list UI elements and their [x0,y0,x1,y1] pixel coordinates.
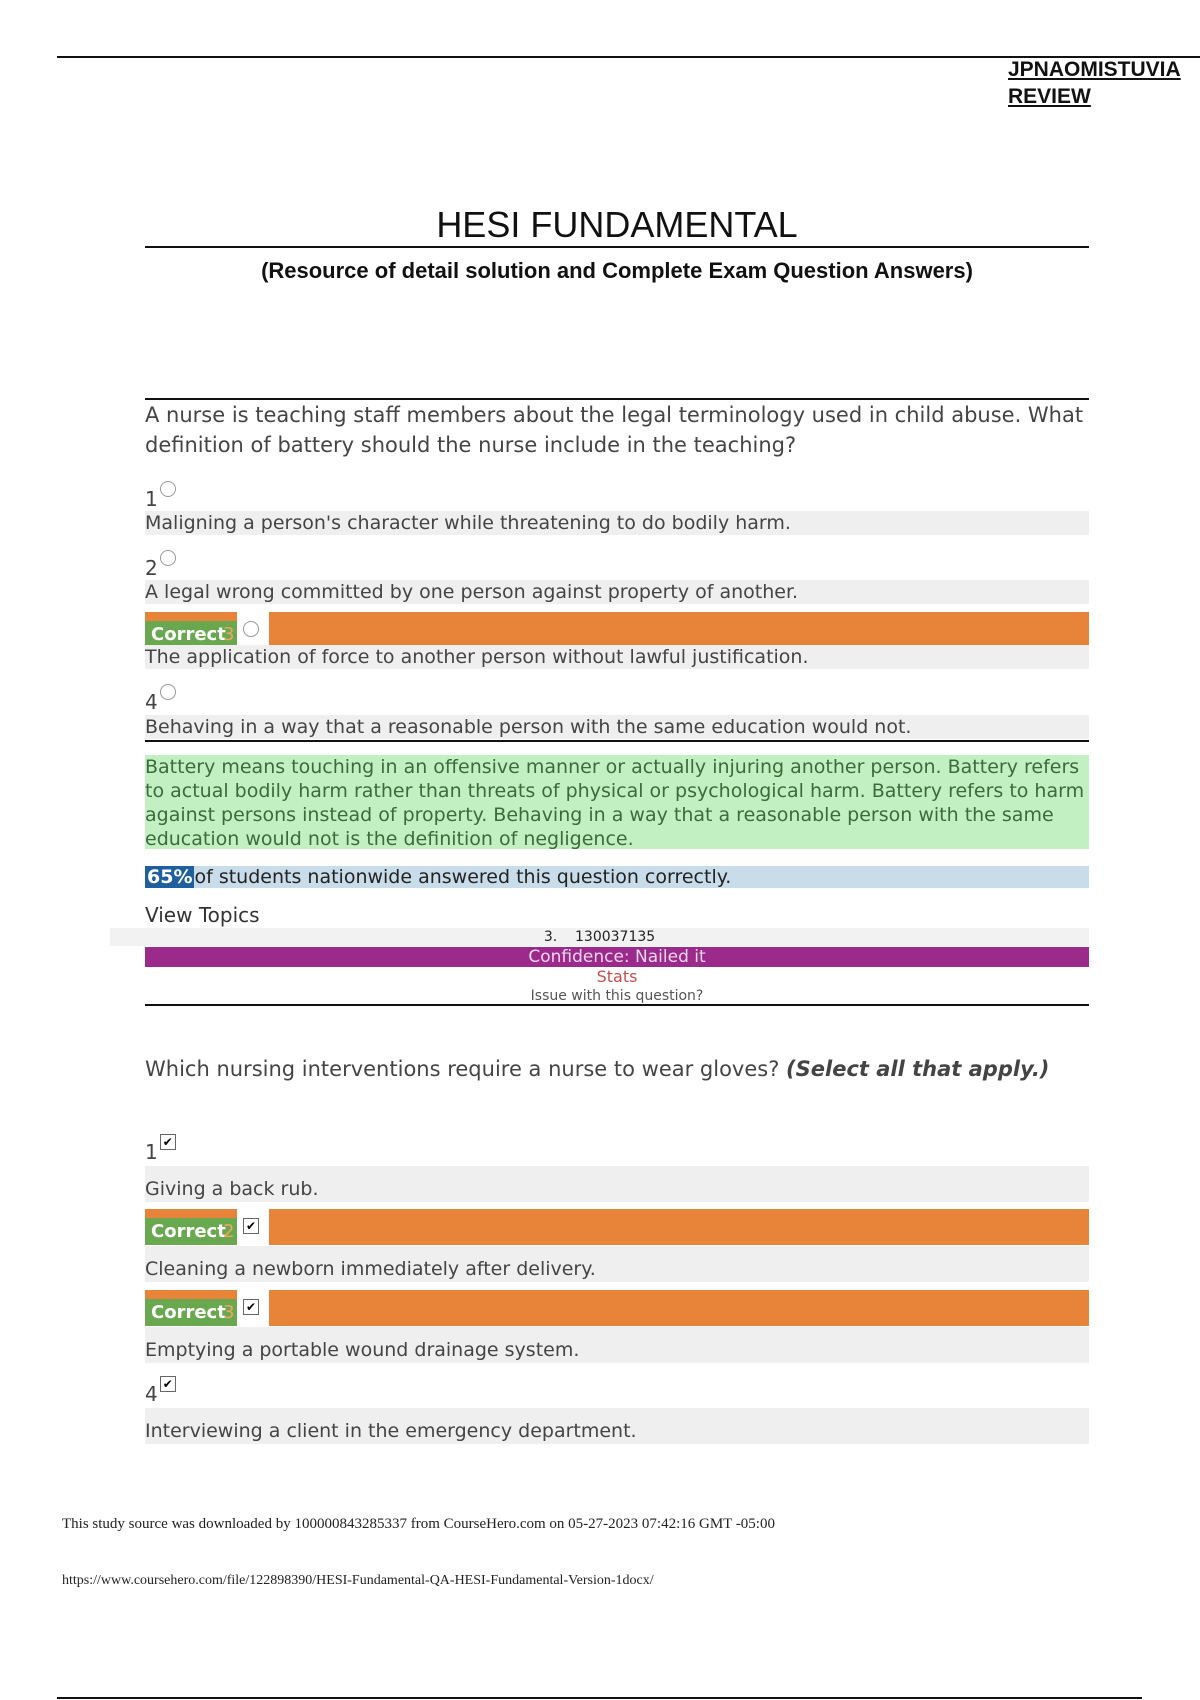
checkbox-icon[interactable]: ✔ [160,1376,176,1392]
issue-link[interactable]: Issue with this question? [530,988,704,1004]
q1-option-2[interactable]: A legal wrong committed by one person against property of another. [145,580,1089,604]
q2-option-3[interactable]: Emptying a portable wound drainage system. [145,1327,1089,1363]
q1-rationale: Battery means touching in an offensive manner or actually injuring another person. Battery refers to actual bodily harm rather than threats of physical or psychological harm. Battery refers to harm against persons instead of property. Behaving in a way that a reasonable person with the same education would not is the definition of negligence. [145,755,1089,849]
percent-correct: 65% [147,866,193,888]
q2-question-text: Which nursing interventions require a nurse to wear gloves? (Select all that apply.) [145,1057,1050,1081]
radio-icon[interactable] [160,550,176,566]
document-title: HESI FUNDAMENTAL [436,204,798,245]
q2-correct-bar-3 [145,1290,1089,1326]
q2-correct-bar-2 [145,1209,1089,1245]
q1-stats-bar [145,866,1089,888]
stats-link[interactable]: Stats [596,967,638,986]
q1-option-3[interactable]: The application of force to another person without lawful justification. [145,645,1089,669]
title-rule [145,246,1089,248]
radio-icon[interactable] [160,684,176,700]
radio-icon[interactable] [160,481,176,497]
q1-option-4-number: 4 [145,690,176,714]
checkbox-icon[interactable]: ✔ [243,1218,259,1234]
q1-bottom-rule [145,1004,1089,1006]
question-meta: 3. 130037135 [110,928,1089,946]
q1-option-3-number: 3 [223,624,235,645]
q1-option-1-number: 1 [145,487,176,511]
view-topics-link[interactable]: View Topics [145,903,260,927]
q1-question-text: A nurse is teaching staff members about the legal terminology used in child abuse. What definition of battery should the nurse include in the teaching? [145,403,1084,457]
q1-option-2-number: 2 [145,556,176,580]
correct-label: Correct [145,1218,237,1245]
q2-option-2[interactable]: Cleaning a newborn immediately after delivery. [145,1246,1089,1282]
checkbox-icon[interactable]: ✔ [160,1134,176,1150]
download-notice: This study source was downloaded by 100000843285337 from CourseHero.com on 05-27-2023 07:42:16 GMT -05:00 [62,1516,775,1532]
q1-correct-bar [145,612,1089,648]
q1-option-4[interactable]: Behaving in a way that a reasonable person with the same education would not. [145,715,1089,739]
checkbox-icon[interactable]: ✔ [243,1299,259,1315]
q2-option-4-number: 4 ✔ [145,1382,176,1406]
q1-options-rule [145,740,1089,742]
correct-label: Correct [145,621,237,648]
q2-option-1-number: 1 ✔ [145,1140,176,1164]
q2-option-3-number: 3 [223,1302,235,1323]
q2-option-4[interactable]: Interviewing a client in the emergency department. [145,1408,1089,1444]
confidence-bar: Confidence: Nailed it [145,947,1089,967]
stats-text: of students nationwide answered this question correctly. [194,866,732,888]
document-subtitle: (Resource of detail solution and Complete Exam Question Answers) [261,258,973,283]
q2-option-2-number: 2 [223,1221,235,1242]
correct-label: Correct [145,1299,237,1326]
q1-option-1[interactable]: Maligning a person's character while threatening to do bodily harm. [145,511,1089,535]
source-url[interactable]: https://www.coursehero.com/file/122898390/HESI-Fundamental-QA-HESI-Fundamental-Version-1docx/ [62,1573,654,1588]
q2-option-1[interactable]: Giving a back rub. [145,1166,1089,1202]
bottom-rule [57,1697,1142,1699]
brand-header: JPNAOMISTUVIA REVIEW [1008,58,1181,108]
radio-icon[interactable] [243,621,259,637]
